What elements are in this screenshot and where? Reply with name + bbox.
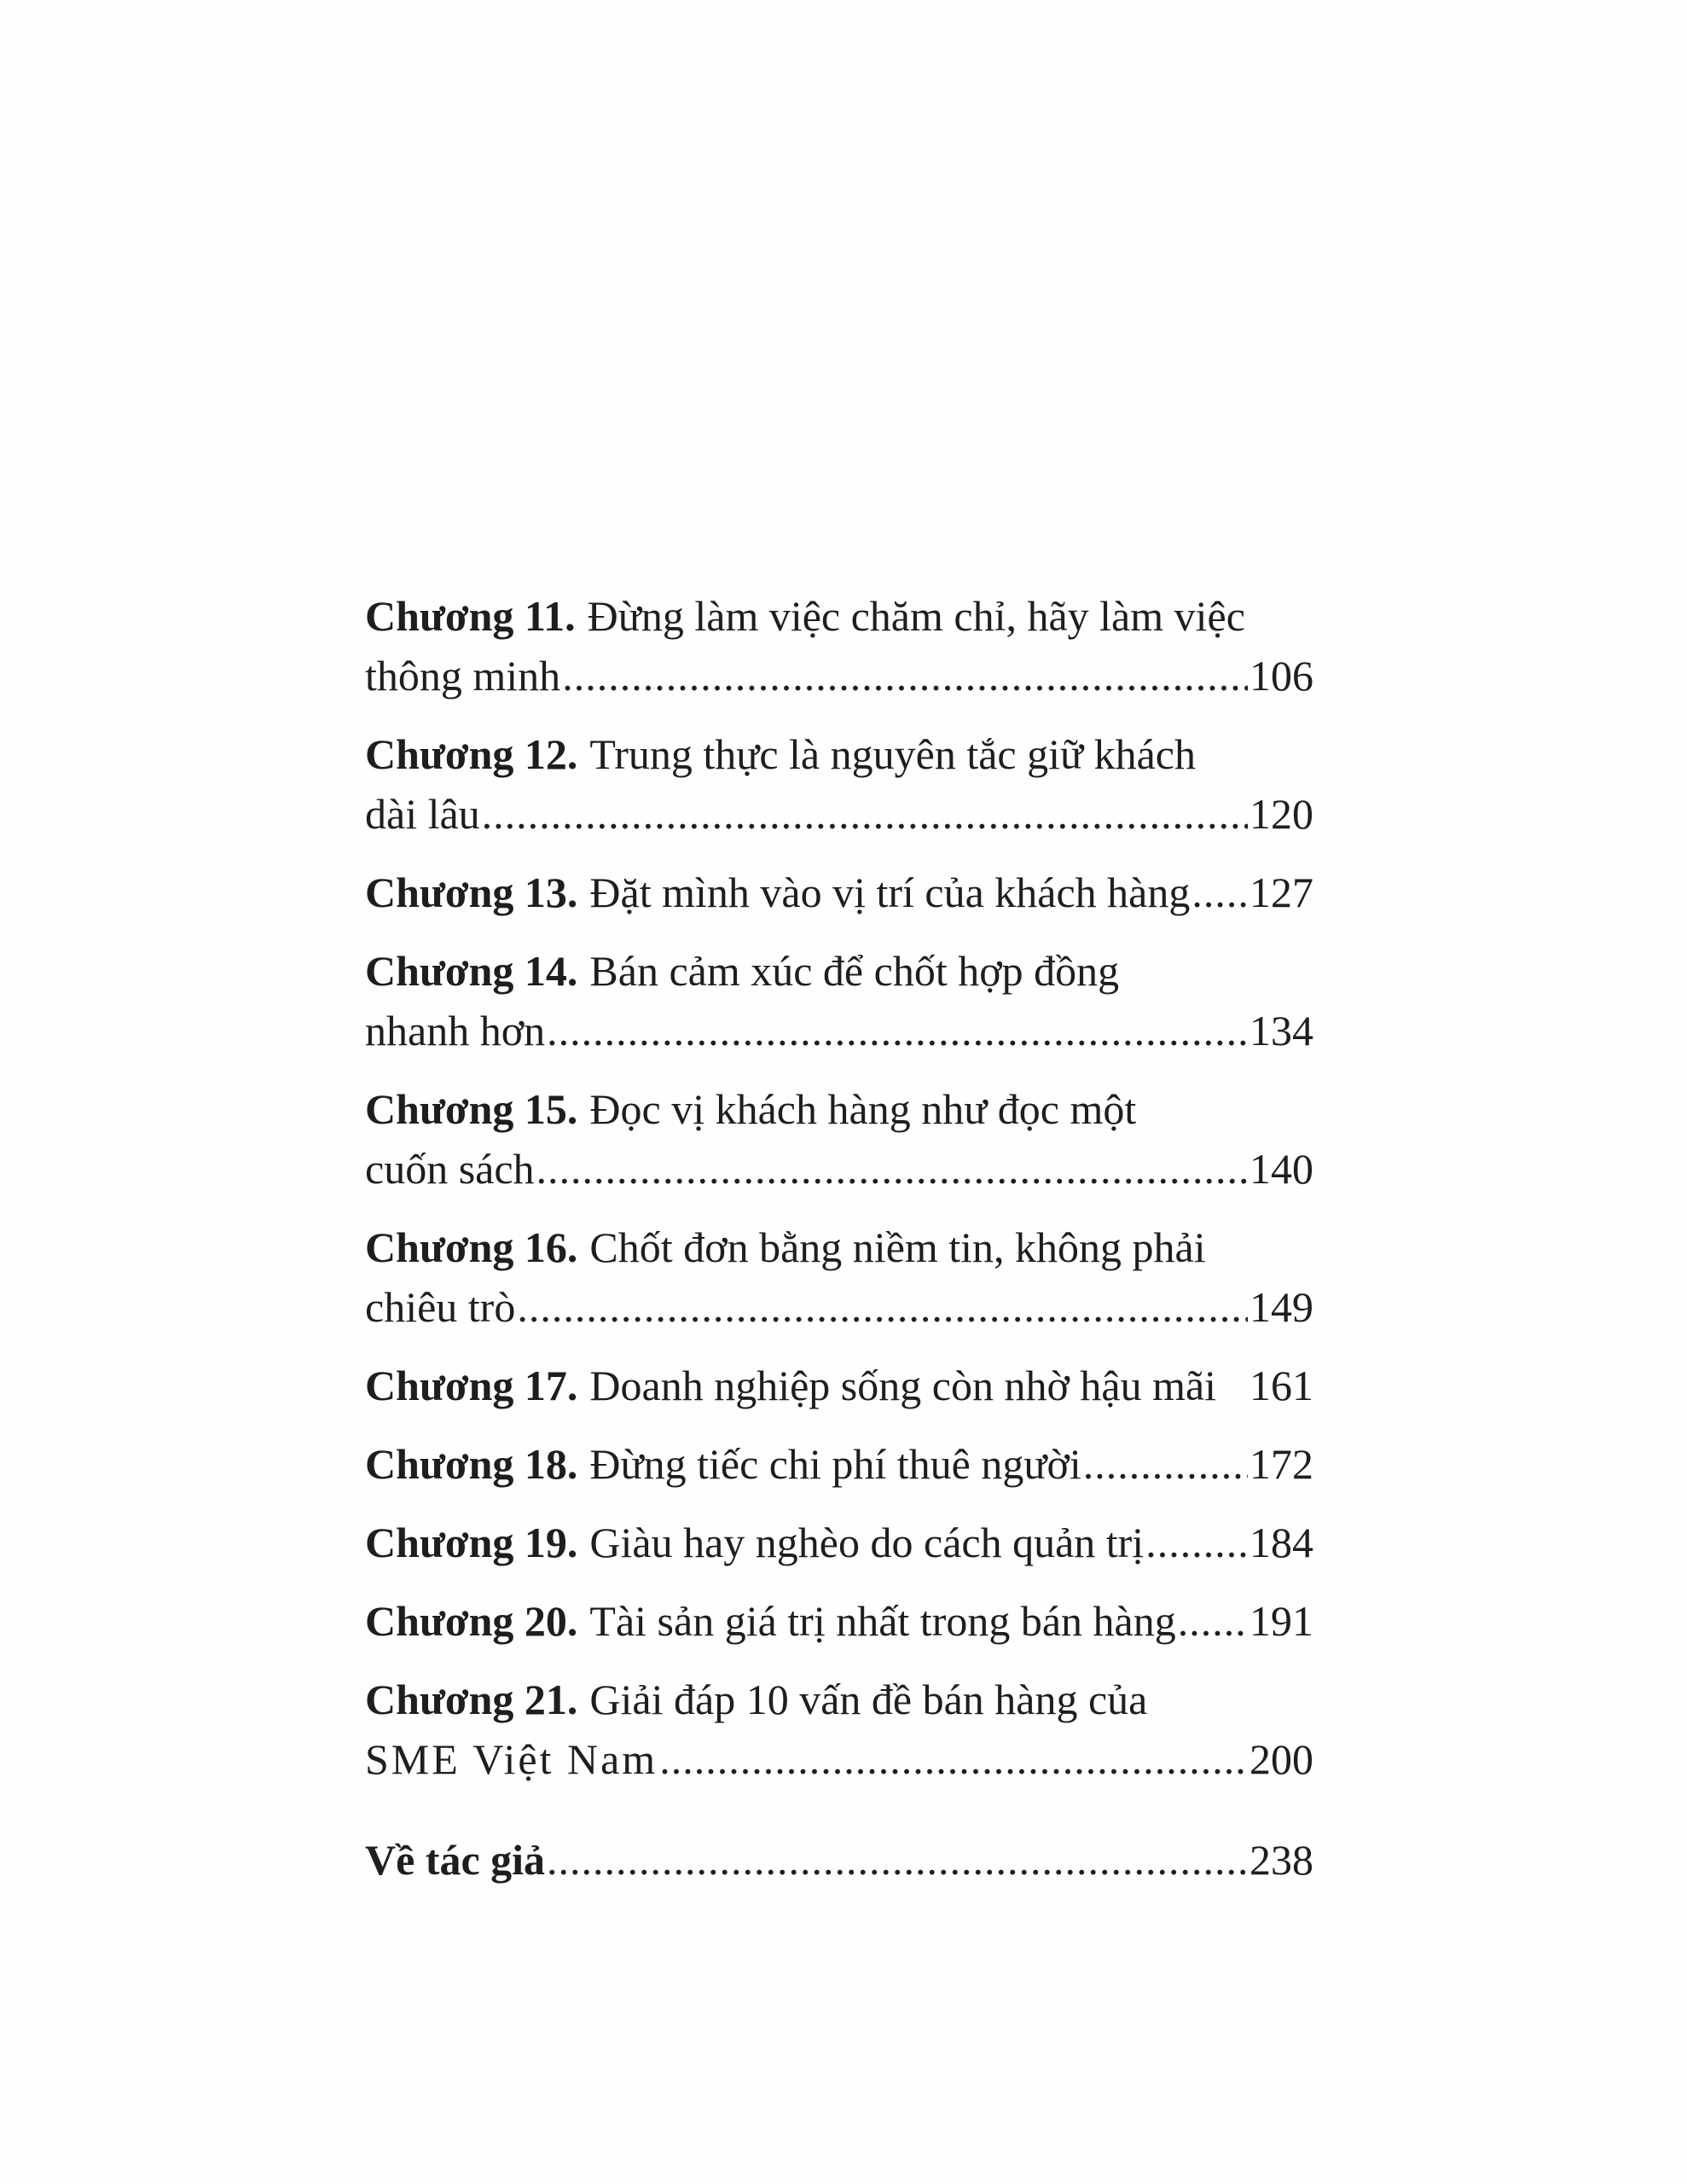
- page-number: 120: [1249, 790, 1313, 838]
- page-number: 140: [1249, 1145, 1313, 1193]
- toc-entry-chapter-18[interactable]: [365, 1435, 1313, 1493]
- chapter-title-continued: dài lâu: [365, 790, 480, 838]
- page-number: 200: [1249, 1735, 1313, 1783]
- dot-leader: [547, 1002, 1248, 1060]
- chapter-title: Giải đáp 10 vấn đề bán hàng của: [589, 1676, 1148, 1723]
- chapter-title: Doanh nghiệp sống còn nhờ hậu mãi: [589, 1362, 1217, 1409]
- dot-leader: [1178, 1592, 1248, 1650]
- chapter-number: Chương 12.: [365, 730, 578, 778]
- table-of-contents: [365, 587, 1313, 1889]
- page-number: 238: [1249, 1836, 1313, 1884]
- dot-leader: [536, 1140, 1248, 1198]
- toc-entry-chapter-17[interactable]: [365, 1356, 1313, 1414]
- dot-leader: [482, 785, 1248, 843]
- toc-entry-chapter-14[interactable]: [365, 942, 1313, 1060]
- dot-leader: [1083, 1435, 1248, 1493]
- dot-leader: [1191, 863, 1248, 921]
- chapter-number: Chương 16.: [365, 1223, 578, 1271]
- page-number: 134: [1249, 1007, 1313, 1054]
- dot-leader: [659, 1730, 1248, 1788]
- chapter-title-continued: cuốn sách: [365, 1145, 535, 1193]
- page-number: 161: [1249, 1362, 1313, 1409]
- chapter-number: Chương 21.: [365, 1676, 578, 1723]
- chapter-number: Chương 15.: [365, 1085, 578, 1133]
- dot-leader: [547, 1831, 1248, 1889]
- toc-entry-chapter-16[interactable]: [365, 1218, 1313, 1336]
- toc-entry-chapter-19[interactable]: [365, 1513, 1313, 1571]
- toc-entry-about-author[interactable]: [365, 1831, 1313, 1889]
- toc-entry-chapter-20[interactable]: [365, 1592, 1313, 1650]
- page-number: 127: [1249, 868, 1313, 916]
- page-number: 191: [1249, 1597, 1313, 1645]
- toc-entry-chapter-15[interactable]: [365, 1080, 1313, 1198]
- chapter-number: Chương 18.: [365, 1440, 578, 1488]
- dot-leader: [1145, 1513, 1248, 1571]
- chapter-title: Giàu hay nghèo do cách quản trị: [589, 1519, 1145, 1566]
- toc-entry-chapter-13[interactable]: [365, 863, 1313, 921]
- chapter-number: Chương 11.: [365, 592, 576, 640]
- chapter-title-continued: SME Việt Nam: [365, 1735, 658, 1783]
- chapter-title-continued: nhanh hơn: [365, 1007, 546, 1054]
- toc-entry-chapter-21[interactable]: [365, 1670, 1313, 1788]
- page-number: 172: [1249, 1440, 1313, 1488]
- chapter-title: Chốt đơn bằng niềm tin, không phải: [589, 1223, 1206, 1271]
- toc-entry-chapter-12[interactable]: [365, 725, 1313, 843]
- page-number: 184: [1249, 1519, 1313, 1566]
- chapter-title: Bán cảm xúc để chốt hợp đồng: [589, 947, 1120, 995]
- dot-leader: [517, 1278, 1248, 1336]
- chapter-title: Tài sản giá trị nhất trong bán hàng: [589, 1597, 1176, 1645]
- page-number: 106: [1249, 652, 1313, 700]
- toc-entry-chapter-11[interactable]: [365, 587, 1313, 705]
- chapter-number: Chương 17.: [365, 1362, 578, 1409]
- chapter-number: Chương 14.: [365, 947, 578, 995]
- chapter-number: Chương 19.: [365, 1519, 578, 1566]
- chapter-number: Chương 13.: [365, 868, 578, 916]
- chapter-title-continued: chiêu trò: [365, 1283, 516, 1331]
- chapter-title: Đừng tiếc chi phí thuê người: [589, 1440, 1081, 1488]
- dot-leader: [562, 647, 1248, 705]
- page-number: 149: [1249, 1283, 1313, 1331]
- chapter-title: Trung thực là nguyên tắc giữ khách: [589, 730, 1196, 778]
- chapter-title: Đặt mình vào vị trí của khách hàng: [589, 868, 1191, 916]
- chapter-title-continued: thông minh: [365, 652, 561, 700]
- chapter-number: Chương 20.: [365, 1597, 578, 1645]
- about-author-label: Về tác giả: [365, 1836, 546, 1884]
- chapter-title: Đọc vị khách hàng như đọc một: [589, 1085, 1137, 1133]
- chapter-title: Đừng làm việc chăm chỉ, hãy làm việc: [587, 592, 1245, 640]
